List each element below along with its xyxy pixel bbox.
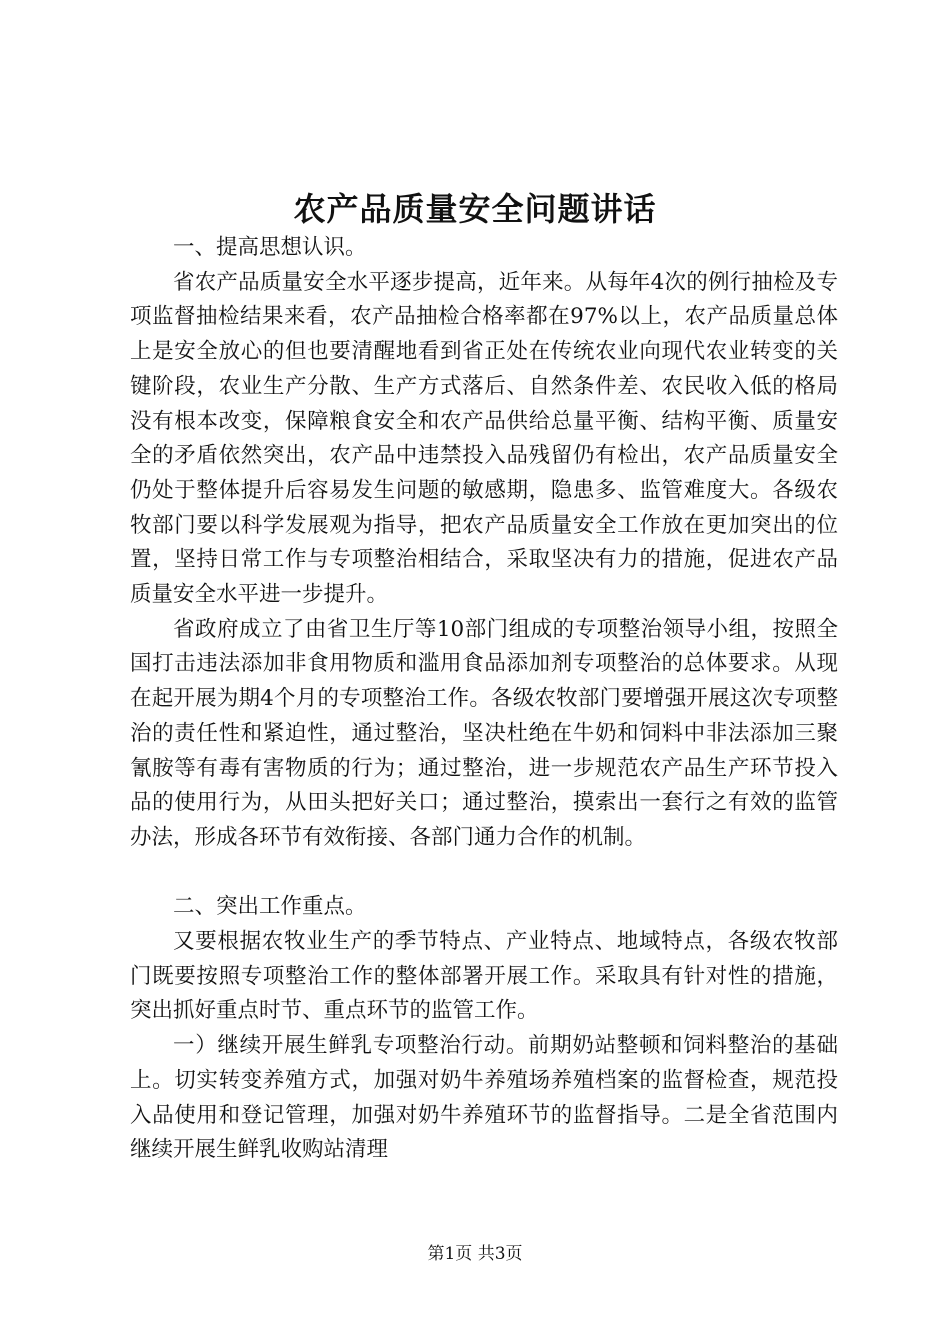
- paragraph-spacer: [130, 856, 838, 891]
- page-number-footer: 第1页 共3页: [427, 1244, 523, 1264]
- body-paragraph: 一）继续开展生鲜乳专项整治行动。前期奶站整顿和饲料整治的基础上。切实转变养殖方式，加强对奶牛养殖场养殖档案的监督检查，规范投入品使用和登记管理，加强对奶牛养殖环节的监督指导。二是全省范围内继续开展生鲜乳收购站清理: [130, 1033, 838, 1163]
- body-paragraph: 省农产品质量安全水平逐步提高，近年来。从每年4次的例行抽检及专项监督抽检结果来看，农产品抽检合格率都在97%以上，农产品质量总体上是安全放心的但也要清醒地看到省正处在传统农业向现代农业转变的关键阶段，农业生产分散、生产方式落后、自然条件差、农民收入低的格局没有根本改变，保障粮食安全和农产品供给总量平衡、结构平衡、质量安全的矛盾依然突出，农产品中违禁投入品残留仍有检出，农产品质量安全仍处于整体提升后容易发生问题的敏感期，隐患多、监管难度大。各级农牧部门要以科学发展观为指导，把农产品质量安全工作放在更加突出的位置，坚持日常工作与专项整治相结合，采取坚决有力的措施，促进农产品质量安全水平进一步提升。: [130, 269, 838, 608]
- document-title: 农产品质量安全问题讲话: [293, 190, 657, 228]
- document-body: [130, 231, 838, 1168]
- section-heading-2: 二、突出工作重点。: [173, 894, 367, 920]
- section-heading-1: 一、提高思想认识。: [173, 235, 367, 260]
- body-paragraph: 省政府成立了由省卫生厅等10部门组成的专项整治领导小组，按照全国打击违法添加非食用物质和滥用食品添加剂专项整治的总体要求。从现在起开展为期4个月的专项整治工作。各级农牧部门要增强开展这次专项整治的责任性和紧迫性，通过整治，坚决杜绝在牛奶和饲料中非法添加三聚氰胺等有毒有害物质的行为；通过整治，进一步规范农产品生产环节投入品的使用行为，从田头把好关口；通过整治，摸索出一套行之有效的监管办法，形成各环节有效衔接、各部门通力合作的机制。: [130, 616, 838, 850]
- body-paragraph: 又要根据农牧业生产的季节特点、产业特点、地域特点，各级农牧部门既要按照专项整治工作的整体部署开展工作。采取具有针对性的措施，突出抓好重点时节、重点环节的监管工作。: [130, 929, 838, 1024]
